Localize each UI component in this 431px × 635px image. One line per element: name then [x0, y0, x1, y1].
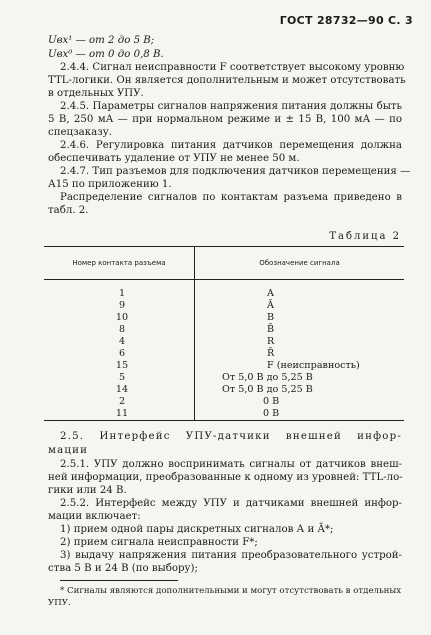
contact-number: 15 — [44, 360, 195, 372]
signal-name: B — [267, 312, 275, 323]
text-line: ней информации, преобразованные к одному из уровней: TTL-ло- — [48, 472, 403, 483]
contact-number: 10 — [44, 312, 195, 324]
table-row — [44, 324, 404, 336]
text-line: 2.4.4. Сигнал неисправности F соответствует высокому уровню — [60, 62, 405, 73]
table-row — [44, 360, 404, 372]
table-row — [44, 396, 404, 408]
text-line: обеспечивать удаление от УПУ не менее 50 м. — [48, 153, 300, 164]
table-row — [44, 348, 404, 360]
text-line: 1) прием одной пары дискретных сигналов А и Ā*; — [60, 524, 334, 535]
text-line: гики или 24 В. — [48, 485, 127, 496]
table-row — [44, 312, 404, 324]
table-row — [44, 300, 404, 312]
table-header-row — [44, 247, 404, 280]
signal-name: R̄ — [267, 348, 275, 359]
contact-number: 11 — [44, 408, 195, 420]
text-line: Распределение сигналов по контактам разъема приведено в — [60, 192, 402, 203]
contact-number: 4 — [44, 336, 195, 348]
text-line: ства 5 В и 24 В (по выбору); — [48, 563, 198, 574]
text-line: табл. 2. — [48, 205, 89, 216]
column-header-contact: Номер контакта разъема — [44, 247, 195, 280]
text-line: 2.4.6. Регулировка питания датчиков перемещения должна — [60, 140, 402, 151]
contact-number: 9 — [44, 300, 195, 312]
contact-number: 2 — [44, 396, 195, 408]
table-row — [44, 372, 404, 384]
text-line: Uвх¹ — от 2 до 5 В; — [48, 35, 155, 46]
signal-name: От 5,0 В до 5,25 В — [222, 384, 313, 395]
page-header: ГОСТ 28732—90 С. 3 — [279, 14, 413, 27]
text-line: 2) прием сигнала неисправности F*; — [60, 537, 258, 548]
text-line: TTL-логики. Он является дополнительным и может отсутствовать — [48, 75, 406, 86]
table-row — [44, 384, 404, 396]
table-caption: Таблица 2 — [329, 231, 401, 242]
text-line: А15 по приложению 1. — [48, 179, 172, 190]
text-line: 5 В, 250 мА — при нормальном режиме и ± 15 В, 100 мА — по — [48, 114, 402, 125]
contact-number: 1 — [44, 280, 195, 301]
contact-number: 8 — [44, 324, 195, 336]
column-header-signal: Обозначение сигнала — [195, 247, 405, 280]
text-line: 2.4.5. Параметры сигналов напряжения питания должны быть — [60, 101, 402, 112]
signal-name: 0 В — [263, 408, 280, 419]
table-row — [44, 408, 404, 420]
signal-name: Ā — [267, 300, 274, 311]
signal-name: 0 В — [263, 396, 280, 407]
text-line: спецзаказу. — [48, 127, 112, 138]
signal-name: F (неисправность) — [267, 360, 360, 371]
contact-number: 6 — [44, 348, 195, 360]
text-line: 2.5.1. УПУ должно воспринимать сигналы от датчиков внеш- — [60, 459, 402, 470]
text-line: 2.4.7. Тип разъемов для подключения датчиков перемещения — — [60, 166, 411, 177]
table-bottom-rule — [44, 420, 404, 421]
signal-name: R — [267, 336, 275, 347]
contact-number: 14 — [44, 384, 195, 396]
text-line: 2.5.2. Интерфейс между УПУ и датчиками внешней инфор- — [60, 498, 402, 509]
table-row — [44, 280, 404, 301]
signal-name: От 5,0 В до 5,25 В — [222, 372, 313, 383]
section-heading: мации — [48, 445, 89, 456]
table-row — [44, 336, 404, 348]
footnote-rule — [60, 580, 178, 581]
footnote-line: УПУ. — [48, 598, 71, 608]
signal-table — [44, 246, 404, 420]
footnote-line: * Сигналы являются дополнительными и могут отсутствовать в отдельных — [60, 586, 402, 596]
section-heading: 2.5. Интерфейс УПУ-датчики внешней инфор- — [60, 431, 402, 442]
signal-name: B̄ — [267, 324, 275, 335]
text-line: мации включает: — [48, 511, 141, 522]
text-line: 3) выдачу напряжения питания преобразовательного устрой- — [60, 550, 402, 561]
signal-name: A — [267, 288, 274, 299]
text-line: в отдельных УПУ. — [48, 88, 144, 99]
contact-number: 5 — [44, 372, 195, 384]
text-line: Uвх⁰ — от 0 до 0,8 В. — [48, 49, 164, 60]
